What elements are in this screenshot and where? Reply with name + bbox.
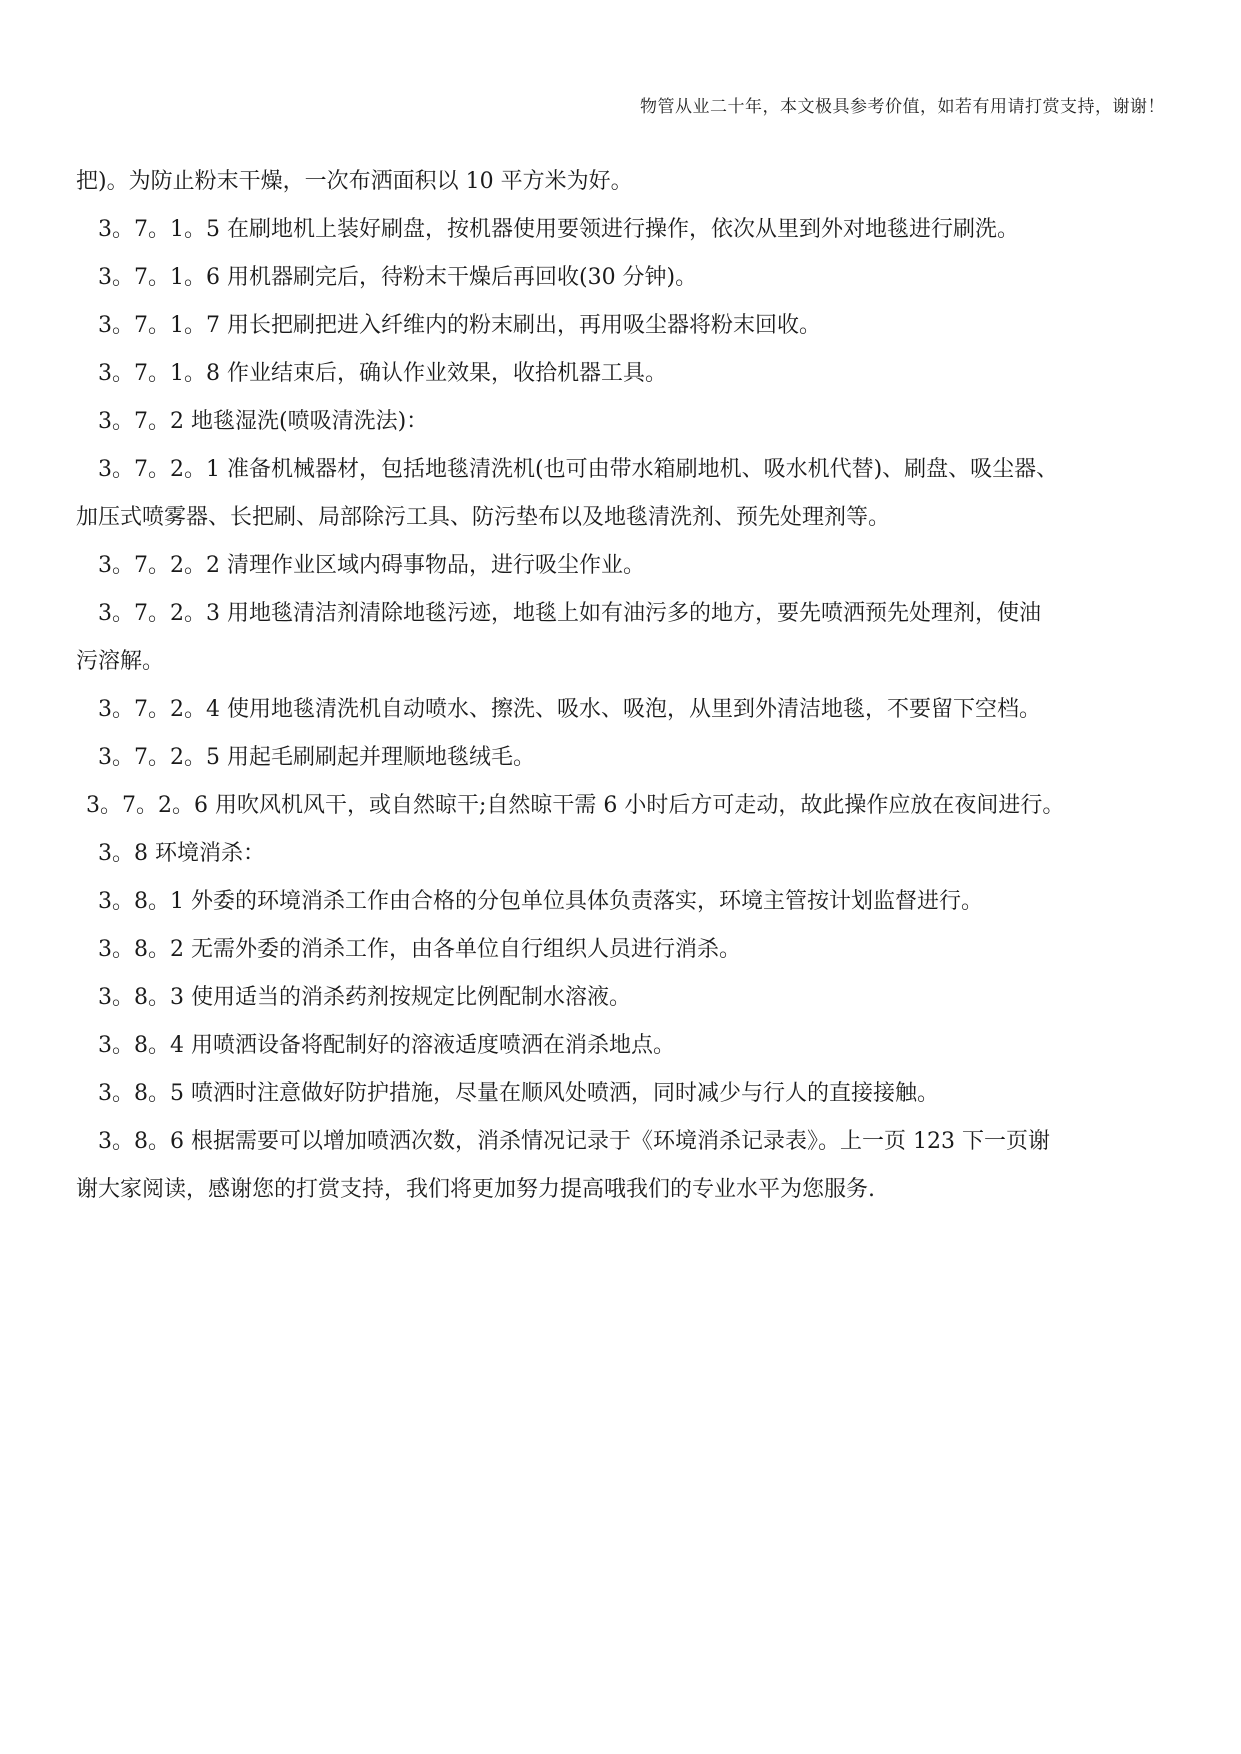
paragraph-line: 3。7。1。7 用长把刷把进入纤维内的粉末刷出，再用吸尘器将粉末回收。 <box>98 313 821 338</box>
paragraph-line: 把)。为防止粉末干燥，一次布洒面积以 10 平方米为好。 <box>76 169 633 194</box>
paragraph-line: 3。7。2。6 用吹风机风干，或自然晾干;自然晾干需 6 小时后方可走动，故此操作应放在夜间进行。 <box>86 793 1065 818</box>
paragraph-line: 3。8。2 无需外委的消杀工作，由各单位自行组织人员进行消杀。 <box>98 937 741 962</box>
document-body <box>76 158 1168 1214</box>
paragraph-line: 3。8。5 喷洒时注意做好防护措施，尽量在顺风处喷洒，同时减少与行人的直接接触。 <box>98 1081 939 1106</box>
paragraph-line: 3。7。2。3 用地毯清洁剂清除地毯污迹，地毯上如有油污多的地方，要先喷洒预先处理剂，使油 <box>98 601 1041 626</box>
paragraph-line: 3。8。4 用喷洒设备将配制好的溶液适度喷洒在消杀地点。 <box>98 1033 675 1058</box>
section-heading: 3。7。2 地毯湿洗(喷吸清洗法)： <box>98 409 429 434</box>
paragraph-line: 3。7。2。5 用起毛刷刷起并理顺地毯绒毛。 <box>98 745 535 770</box>
paragraph-line: 污溶解。 <box>76 649 165 674</box>
paragraph-line: 3。7。1。5 在刷地机上装好刷盘，按机器使用要领进行操作，依次从里到外对地毯进行刷洗。 <box>98 217 1019 242</box>
paragraph-line: 加压式喷雾器、长把刷、局部除污工具、防污垫布以及地毯清洗剂、预先处理剂等。 <box>76 505 891 530</box>
section-heading: 3。8 环境消杀： <box>98 841 265 866</box>
paragraph-line: 3。7。1。8 作业结束后，确认作业效果，收拾机器工具。 <box>98 361 667 386</box>
paragraph-line: 谢大家阅读，感谢您的打赏支持，我们将更加努力提高哦我们的专业水平为您服务. <box>76 1177 875 1202</box>
paragraph-line: 3。8。1 外委的环境消杀工作由合格的分包单位具体负责落实，环境主管按计划监督进行。 <box>98 889 983 914</box>
paragraph-line: 3。8。6 根据需要可以增加喷洒次数，消杀情况记录于《环境消杀记录表》。上一页 123 下一页谢 <box>98 1129 1050 1154</box>
paragraph-line: 3。7。2。2 清理作业区域内碍事物品，进行吸尘作业。 <box>98 553 645 578</box>
paragraph-line: 3。7。2。4 使用地毯清洗机自动喷水、擦洗、吸水、吸泡，从里到外清洁地毯，不要留下空档。 <box>98 697 1041 722</box>
paragraph-line: 3。8。3 使用适当的消杀药剂按规定比例配制水溶液。 <box>98 985 631 1010</box>
header-note: 物管从业二十年，本文极具参考价值，如若有用请打赏支持，谢谢！ <box>640 97 1165 117</box>
paragraph-line: 3。7。2。1 准备机械器材，包括地毯清洗机(也可由带水箱刷地机、吸水机代替)、刷盘、吸尘器、 <box>98 457 1059 482</box>
paragraph-line: 3。7。1。6 用机器刷完后，待粉末干燥后再回收(30 分钟)。 <box>98 265 698 290</box>
